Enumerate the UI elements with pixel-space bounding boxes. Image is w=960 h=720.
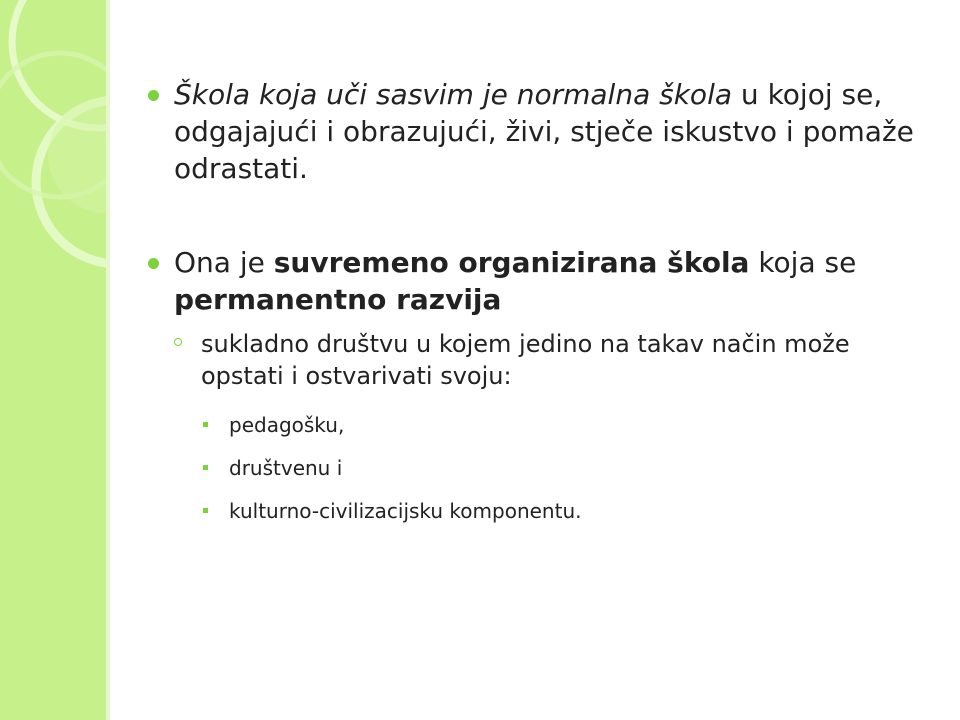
bullet-dot-icon: [148, 258, 159, 269]
ring-bullet-icon: [174, 338, 182, 346]
sub-sub-item-text: pedagošku,: [229, 413, 345, 437]
slide-content: [148, 76, 928, 524]
square-bullet-icon: [203, 422, 208, 427]
bullet-1-italic-text: Škola koja uči sasvim je normalna škola: [174, 78, 733, 111]
sub-sub-item-text: kulturno-civilizacijsku komponentu.: [229, 499, 582, 523]
bullet-2-text-a: Ona je: [174, 246, 274, 279]
sub-sub-item: [148, 455, 928, 481]
bullet-dot-icon: [148, 90, 159, 101]
sub-sub-item: [148, 498, 928, 524]
sub-bullet-text: sukladno društvu u kojem jedino na takav način može opstati i ostvarivati svoju:: [201, 330, 850, 390]
sub-sub-item-text: društvenu i: [229, 456, 343, 480]
square-bullet-icon: [203, 508, 208, 513]
bullet-2-bold-a: suvremeno organizirana škola: [273, 246, 750, 279]
square-bullet-icon: [203, 465, 208, 470]
sub-sub-item: [148, 412, 928, 438]
bullet-2-bold-b: permanentno razvija: [174, 283, 502, 316]
sub-bullet: [148, 328, 928, 392]
bullet-1: [148, 76, 928, 187]
bullet-2-text-b: koja se: [749, 246, 857, 279]
decorative-side-strip: [0, 0, 106, 720]
bullet-1-text: u kojoj se, odgajajući i obrazujući, živi, stječe iskustvo i pomaže odrastati.: [174, 78, 914, 185]
side-strip-edge: [106, 0, 110, 720]
bullet-2: [148, 244, 928, 318]
decorative-circles-graphic: [0, 0, 106, 720]
